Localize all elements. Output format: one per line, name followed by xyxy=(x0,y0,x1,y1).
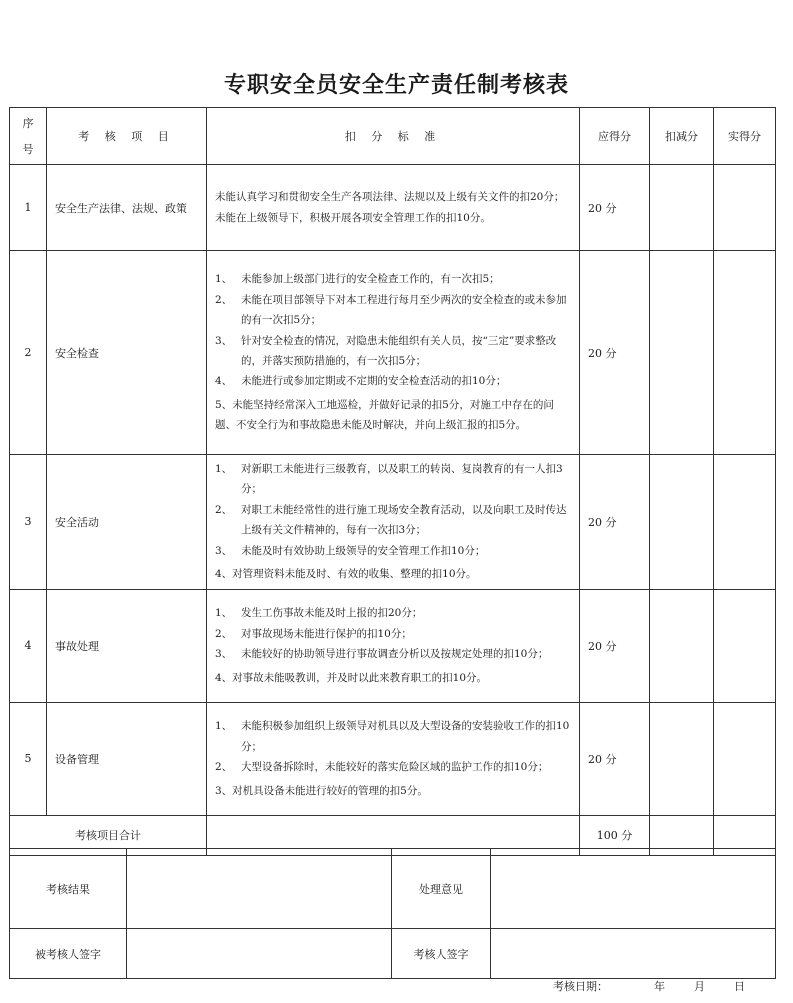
date-year: 年 xyxy=(654,980,665,993)
date-day: 日 xyxy=(734,980,745,993)
row-deduct-score[interactable] xyxy=(650,702,714,815)
row-due-score: 20 分 xyxy=(580,702,650,815)
examiner-signature-field[interactable] xyxy=(491,929,776,979)
table-row xyxy=(10,702,776,815)
date-label: 考核日期： xyxy=(553,980,608,993)
header-criteria: 扣 分 标 准 xyxy=(207,108,580,165)
criteria-line: 3、对机具设备未能进行较好的管理的扣5分。 xyxy=(215,784,428,797)
row-seq: 4 xyxy=(10,589,47,702)
header-actual-score: 实得分 xyxy=(714,108,776,165)
row-actual-score[interactable] xyxy=(714,251,776,455)
header-seq-bottom: 号 xyxy=(22,143,34,156)
row-actual-score[interactable] xyxy=(714,165,776,251)
examiner-signature-label: 考核人签字 xyxy=(392,929,491,979)
row-due-score: 20 分 xyxy=(580,165,650,251)
examinee-signature-label: 被考核人签字 xyxy=(10,929,127,979)
row-due-score: 20 分 xyxy=(580,251,650,455)
row-seq: 1 xyxy=(10,165,47,251)
row-deduct-score[interactable] xyxy=(650,165,714,251)
date-month: 月 xyxy=(694,980,705,993)
row-seq: 2 xyxy=(10,251,47,455)
criteria-item: 1、 未能参加上级部门进行的安全检查工作的，有一次扣5； xyxy=(215,273,500,286)
row-item: 设备管理 xyxy=(47,702,207,815)
row-seq: 5 xyxy=(10,702,47,815)
row-deduct-score[interactable] xyxy=(650,589,714,702)
criteria-item: 2、 未能在项目部领导下对本工程进行每月至少两次的安全检查的或未参加的有一次扣5分； xyxy=(215,293,567,327)
criteria-line: 未能认真学习和贯彻安全生产各项法律、法规以及上级有关文件的扣20分； xyxy=(215,191,565,204)
row-criteria xyxy=(207,702,580,815)
row-due-score: 20 分 xyxy=(580,589,650,702)
row-actual-score[interactable] xyxy=(714,455,776,590)
row-criteria xyxy=(207,251,580,455)
row-item: 安全检查 xyxy=(47,251,207,455)
criteria-item: 4、 未能进行或参加定期或不定期的安全检查活动的扣10分； xyxy=(215,375,507,388)
result-field[interactable] xyxy=(127,849,392,929)
header-deduct-score: 扣减分 xyxy=(650,108,714,165)
criteria-line: 4、对事故未能吸教训，并及时以此来教育职工的扣10分。 xyxy=(215,671,488,684)
header-item: 考 核 项 目 xyxy=(47,108,207,165)
header-due-score: 应得分 xyxy=(580,108,650,165)
criteria-item: 1、 对新职工未能进行三级教育，以及职工的转岗、复岗教育的有一人扣3分； xyxy=(215,463,563,496)
assessment-table xyxy=(9,107,776,856)
result-row xyxy=(10,849,776,929)
row-criteria xyxy=(207,589,580,702)
criteria-line: 未能在上级领导下，积极开展各项安全管理工作的扣10分。 xyxy=(215,211,491,224)
table-row xyxy=(10,251,776,455)
row-due-score: 20 分 xyxy=(580,455,650,590)
row-criteria xyxy=(207,165,580,251)
criteria-item: 3、 未能及时有效协助上级领导的安全管理工作扣10分； xyxy=(215,544,486,557)
header-row xyxy=(10,108,776,165)
row-deduct-score[interactable] xyxy=(650,251,714,455)
criteria-item: 3、 未能较好的协助领导进行事故调查分析以及按规定处理的扣10分； xyxy=(215,648,549,661)
row-item: 安全生产法律、法规、政策 xyxy=(47,165,207,251)
criteria-line: 5、未能坚持经常深入工地巡检，并做好记录的扣5分，对施工中存在的问题、不安全行为和事故隐患未能及时解决，并向上级汇报的扣5分。 xyxy=(215,398,554,432)
opinion-field[interactable] xyxy=(491,849,776,929)
examinee-signature-field[interactable] xyxy=(127,929,392,979)
row-actual-score[interactable] xyxy=(714,702,776,815)
criteria-item: 1、 未能积极参加组织上级领导对机具以及大型设备的安装验收工作的扣10分； xyxy=(215,720,570,753)
header-seq-top: 序 xyxy=(22,117,34,130)
page-title: 专职安全员安全生产责任制考核表 xyxy=(223,73,569,98)
signature-row xyxy=(10,929,776,979)
criteria-line: 4、对管理资料未能及时、有效的收集、整理的扣10分。 xyxy=(215,568,477,581)
criteria-item: 1、 发生工伤事故未能及时上报的扣20分； xyxy=(215,607,423,620)
table-row xyxy=(10,455,776,590)
row-seq: 3 xyxy=(10,455,47,590)
row-actual-score[interactable] xyxy=(714,589,776,702)
row-item: 事故处理 xyxy=(47,589,207,702)
total-label: 考核项目合计 xyxy=(10,815,207,855)
criteria-item: 2、 对职工未能经常性的进行施工现场安全教育活动，以及向职工及时传达上级有关文件精神的，每有一次扣3分； xyxy=(215,503,567,537)
criteria-item: 2、 大型设备拆除时，未能较好的落实危险区域的监护工作的扣10分； xyxy=(215,761,549,774)
row-item: 安全活动 xyxy=(47,455,207,590)
row-deduct-score[interactable] xyxy=(650,455,714,590)
table-row xyxy=(10,589,776,702)
header-seq xyxy=(10,108,47,165)
signature-table xyxy=(9,848,776,979)
criteria-item: 2、 对事故现场未能进行保护的扣10分； xyxy=(215,627,412,640)
opinion-label: 处理意见 xyxy=(392,849,491,929)
criteria-item: 3、 针对安全检查的情况，对隐患未能组织有关人员，按“三定”要求整改的，并落实预防措施的，有一次扣5分； xyxy=(215,334,557,367)
result-label: 考核结果 xyxy=(10,849,127,929)
table-row xyxy=(10,165,776,251)
row-criteria xyxy=(207,455,580,590)
total-score: 100 分 xyxy=(580,815,650,855)
